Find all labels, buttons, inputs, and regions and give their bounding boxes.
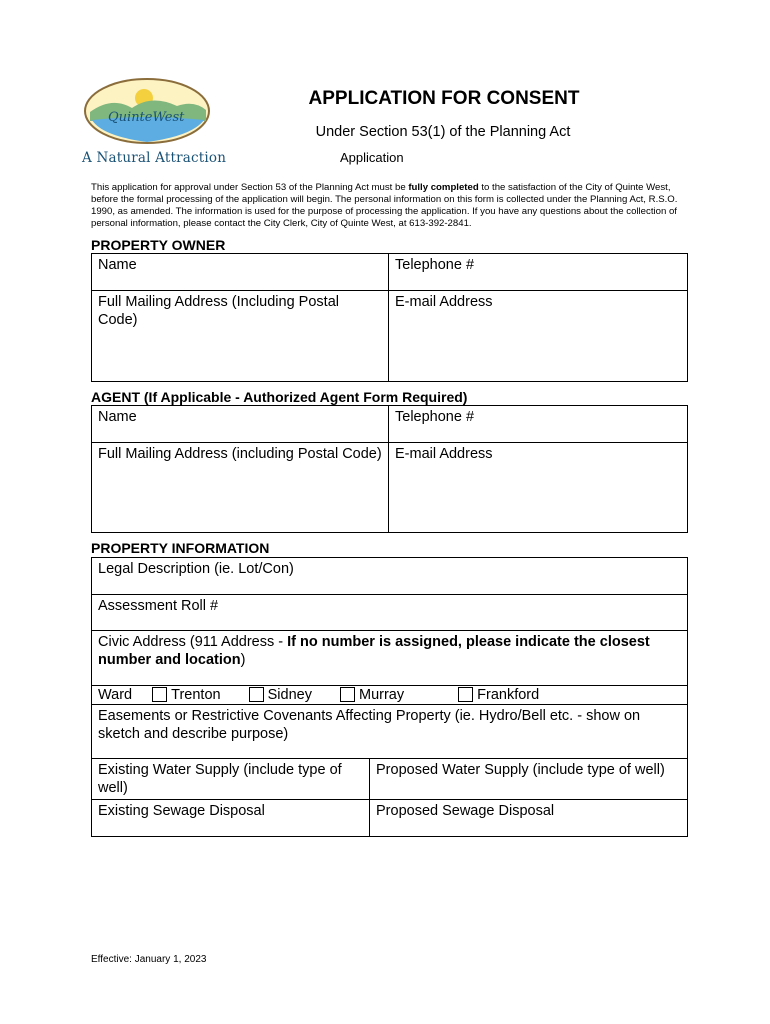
proposed-sewage-field[interactable]: Proposed Sewage Disposal bbox=[370, 800, 688, 837]
property-table bbox=[91, 557, 688, 837]
logo-text: QuinteWest bbox=[108, 110, 185, 125]
ward-murray-label: Murray bbox=[358, 687, 405, 703]
ward-sidney-label: Sidney bbox=[267, 687, 312, 703]
owner-email-field[interactable]: E-mail Address bbox=[389, 291, 688, 382]
ward-trenton-checkbox[interactable] bbox=[152, 687, 167, 702]
page-subsubtitle: Application bbox=[340, 150, 404, 165]
page-subtitle: Under Section 53(1) of the Planning Act bbox=[315, 124, 571, 140]
agent-telephone-field[interactable]: Telephone # bbox=[389, 406, 688, 443]
logo-tagline: A Natural Attraction bbox=[82, 150, 227, 166]
intro-paragraph: This application for approval under Section 53 of the Planning Act must be fully completed to the satisfaction of the City of Quinte West, before the formal processing of the application will begin. The personal information on this form is collected under the Planning Act, R.S.O. 1990, as amended. The information is used for the purpose of processing the application. If you have any questions about the collection of personal information, please contact the City Clerk, City of Quinte West, at 613-392-2841. bbox=[91, 182, 678, 229]
owner-address-field[interactable]: Full Mailing Address (Including Postal Code) bbox=[92, 291, 389, 382]
agent-email-field[interactable]: E-mail Address bbox=[389, 443, 688, 533]
civic-address-field[interactable]: Civic Address (911 Address - If no number is assigned, please indicate the closest number and location) bbox=[92, 631, 688, 686]
owner-name-field[interactable]: Name bbox=[92, 254, 389, 291]
owner-heading: PROPERTY OWNER bbox=[91, 237, 226, 253]
assessment-roll-field[interactable]: Assessment Roll # bbox=[92, 595, 688, 631]
effective-date: Effective: January 1, 2023 bbox=[91, 954, 207, 965]
existing-water-field[interactable]: Existing Water Supply (include type of well) bbox=[92, 759, 370, 800]
ward-frankford-checkbox[interactable] bbox=[458, 687, 473, 702]
legal-description-field[interactable]: Legal Description (ie. Lot/Con) bbox=[92, 558, 688, 595]
proposed-water-field[interactable]: Proposed Water Supply (include type of well) bbox=[370, 759, 688, 800]
ward-frankford-label: Frankford bbox=[477, 687, 540, 703]
page-title: APPLICATION FOR CONSENT bbox=[308, 88, 580, 109]
easements-field[interactable]: Easements or Restrictive Covenants Affecting Property (ie. Hydro/Bell etc. - show on sketch and describe purpose) bbox=[92, 705, 688, 759]
property-heading: PROPERTY INFORMATION bbox=[91, 540, 270, 556]
agent-heading: AGENT (If Applicable - Authorized Agent Form Required) bbox=[91, 389, 468, 405]
ward-sidney-checkbox[interactable] bbox=[249, 687, 264, 702]
existing-sewage-field[interactable]: Existing Sewage Disposal bbox=[92, 800, 370, 837]
agent-address-field[interactable]: Full Mailing Address (including Postal Code) bbox=[92, 443, 389, 533]
owner-table bbox=[91, 253, 688, 382]
intro-bold: fully completed bbox=[408, 182, 479, 193]
owner-telephone-field[interactable]: Telephone # bbox=[389, 254, 688, 291]
agent-table bbox=[91, 405, 688, 533]
ward-murray-checkbox[interactable] bbox=[340, 687, 355, 702]
ward-row bbox=[92, 686, 688, 705]
ward-label: Ward bbox=[98, 687, 133, 703]
agent-name-field[interactable]: Name bbox=[92, 406, 389, 443]
ward-trenton-label: Trenton bbox=[171, 687, 221, 703]
